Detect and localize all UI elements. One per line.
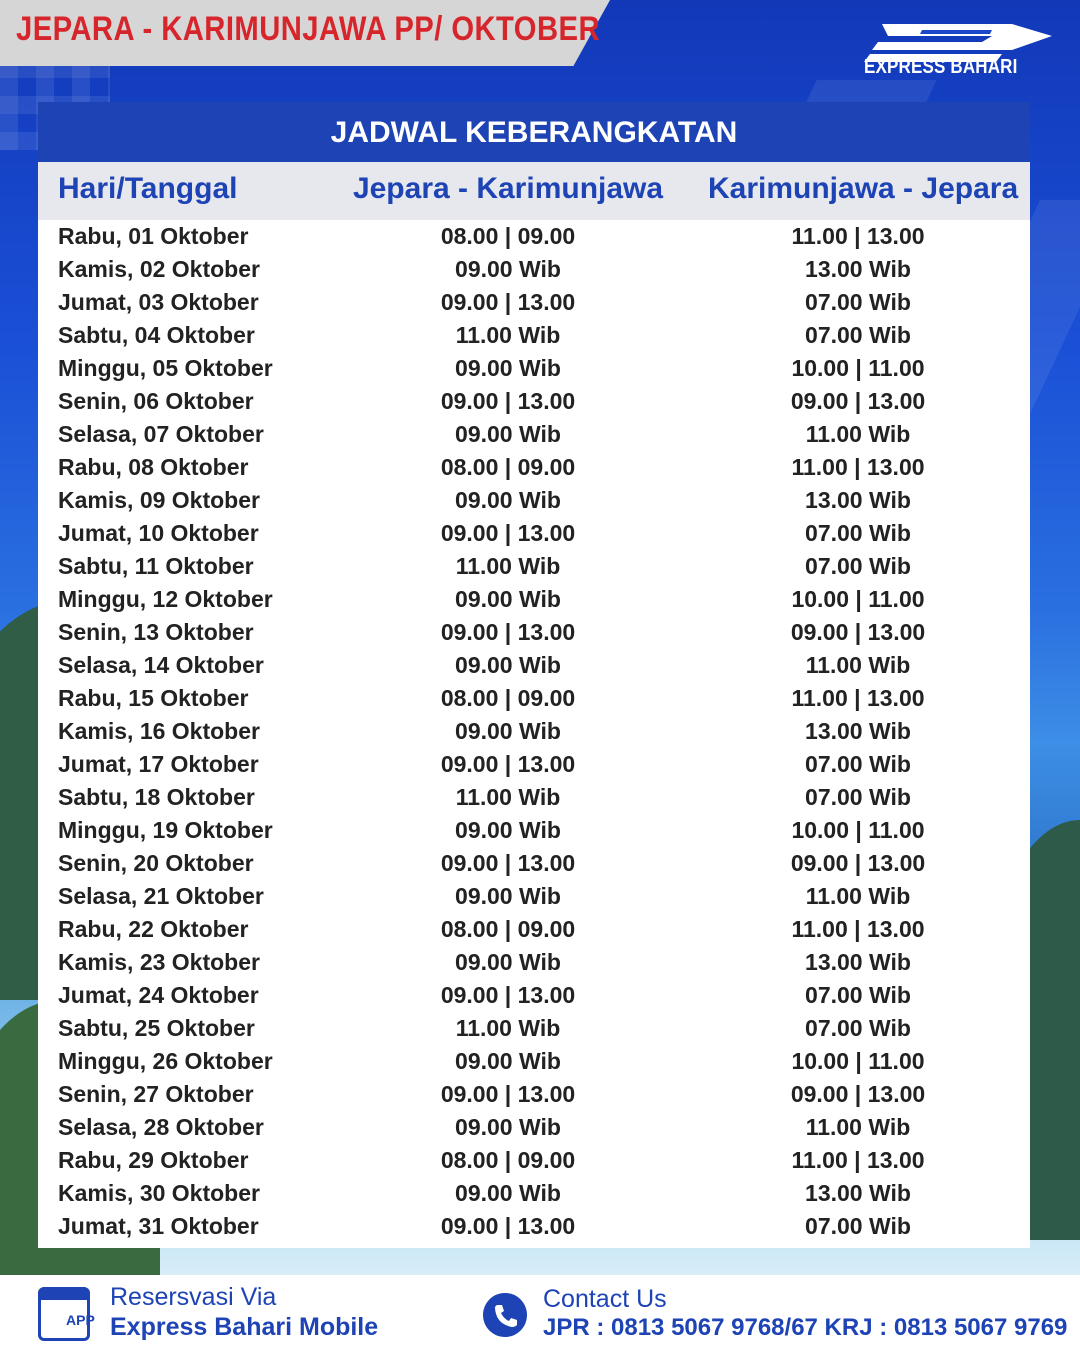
row-date: Kamis, 09 Oktober xyxy=(58,487,260,513)
departure-time: 09.00 Wib xyxy=(455,1180,561,1206)
table-row xyxy=(38,352,1030,385)
departure-time: 09.00 xyxy=(440,982,499,1008)
time-separator: | xyxy=(498,751,518,777)
karimunjawa-jepara-times xyxy=(708,520,1008,547)
karimunjawa-jepara-times xyxy=(708,1114,1008,1141)
table-row xyxy=(38,847,1030,880)
jepara-karimunjawa-times xyxy=(358,949,658,976)
departure-time: 07.00 Wib xyxy=(805,553,911,579)
row-date: Minggu, 19 Oktober xyxy=(58,817,273,843)
row-date: Sabtu, 04 Oktober xyxy=(58,322,255,348)
karimunjawa-jepara-times xyxy=(708,1213,1008,1240)
departure-time: 13.00 xyxy=(517,982,576,1008)
departure-time: 11.00 xyxy=(791,916,848,942)
table-row xyxy=(38,748,1030,781)
time-separator: | xyxy=(498,850,518,876)
table-row xyxy=(38,583,1030,616)
departure-time: 09.00 Wib xyxy=(455,1048,561,1074)
jepara-karimunjawa-times xyxy=(358,1048,658,1075)
column-header-row xyxy=(38,162,1030,220)
departure-time: 09.00 Wib xyxy=(455,652,561,678)
jepara-karimunjawa-times xyxy=(358,1114,658,1141)
time-separator: | xyxy=(847,454,867,480)
time-separator: | xyxy=(498,916,518,942)
departure-time: 09.00 xyxy=(790,388,849,414)
karimunjawa-jepara-times xyxy=(708,322,1008,349)
row-date: Jumat, 31 Oktober xyxy=(58,1213,259,1239)
row-date: Jumat, 03 Oktober xyxy=(58,289,259,315)
karimunjawa-jepara-times xyxy=(708,784,1008,811)
table-row xyxy=(38,253,1030,286)
row-date: Sabtu, 18 Oktober xyxy=(58,784,255,810)
row-date: Minggu, 12 Oktober xyxy=(58,586,273,612)
departure-time: 09.00 xyxy=(517,916,576,942)
departure-time: 13.00 xyxy=(866,1147,925,1173)
karimunjawa-jepara-times xyxy=(708,421,1008,448)
row-date: Minggu, 26 Oktober xyxy=(58,1048,273,1074)
time-separator: | xyxy=(498,982,518,1008)
departure-time: 09.00 xyxy=(517,1147,576,1173)
karimunjawa-jepara-times xyxy=(708,916,1008,943)
table-row xyxy=(38,319,1030,352)
departure-time: 13.00 Wib xyxy=(805,1180,911,1206)
time-separator: | xyxy=(848,388,868,414)
table-row xyxy=(38,385,1030,418)
departure-time: 13.00 xyxy=(517,850,576,876)
jepara-karimunjawa-times xyxy=(358,322,658,349)
time-separator: | xyxy=(498,1213,518,1239)
karimunjawa-jepara-times xyxy=(708,1180,1008,1207)
table-row xyxy=(38,286,1030,319)
departure-time: 11.00 Wib xyxy=(455,784,561,810)
departure-time: 13.00 xyxy=(867,850,926,876)
phone-icon[interactable] xyxy=(483,1293,527,1337)
jepara-karimunjawa-times xyxy=(358,1213,658,1240)
row-date: Rabu, 08 Oktober xyxy=(58,454,249,480)
departure-time: 09.00 Wib xyxy=(455,817,561,843)
departure-time: 13.00 xyxy=(867,1081,926,1107)
column-header-karimunjawa-jepara: Karimunjawa - Jepara xyxy=(708,172,1019,205)
time-separator: | xyxy=(498,1147,518,1173)
departure-time: 11.00 xyxy=(868,355,925,381)
jepara-karimunjawa-times xyxy=(358,685,658,712)
time-separator: | xyxy=(498,289,518,315)
karimunjawa-jepara-times xyxy=(708,388,1008,415)
departure-time: 11.00 xyxy=(791,685,848,711)
jepara-karimunjawa-times xyxy=(358,883,658,910)
departure-time: 13.00 Wib xyxy=(805,718,911,744)
departure-time: 09.00 xyxy=(517,223,576,249)
karimunjawa-jepara-times xyxy=(708,1147,1008,1174)
departure-time: 11.00 Wib xyxy=(455,553,561,579)
table-row xyxy=(38,781,1030,814)
departure-time: 09.00 xyxy=(440,619,499,645)
time-separator: | xyxy=(848,619,868,645)
table-row xyxy=(38,220,1030,253)
row-date: Kamis, 16 Oktober xyxy=(58,718,260,744)
table-row xyxy=(38,979,1030,1012)
departure-time: 09.00 xyxy=(440,289,499,315)
table-row xyxy=(38,1177,1030,1210)
time-separator: | xyxy=(847,1147,867,1173)
jepara-karimunjawa-times xyxy=(358,289,658,316)
table-row xyxy=(38,1210,1030,1243)
karimunjawa-jepara-times xyxy=(708,652,1008,679)
footer xyxy=(0,1275,1080,1350)
departure-time: 13.00 xyxy=(867,619,926,645)
departure-time: 11.00 xyxy=(868,586,925,612)
departure-time: 09.00 Wib xyxy=(455,487,561,513)
departure-time: 09.00 Wib xyxy=(455,586,561,612)
time-separator: | xyxy=(498,520,518,546)
table-row xyxy=(38,1144,1030,1177)
departure-time: 11.00 Wib xyxy=(805,1114,911,1140)
table-row xyxy=(38,418,1030,451)
row-date: Sabtu, 11 Oktober xyxy=(58,553,254,579)
departure-time: 07.00 Wib xyxy=(805,322,911,348)
jepara-karimunjawa-times xyxy=(358,355,658,382)
departure-time: 13.00 xyxy=(866,685,925,711)
departure-time: 13.00 xyxy=(866,454,925,480)
departure-time: 07.00 Wib xyxy=(805,1015,911,1041)
jepara-karimunjawa-times xyxy=(358,421,658,448)
table-row xyxy=(38,682,1030,715)
departure-time: 07.00 Wib xyxy=(805,982,911,1008)
karimunjawa-jepara-times xyxy=(708,751,1008,778)
jepara-karimunjawa-times xyxy=(358,487,658,514)
jepara-karimunjawa-times xyxy=(358,1015,658,1042)
karimunjawa-jepara-times xyxy=(708,223,1008,250)
table-row xyxy=(38,946,1030,979)
departure-time: 08.00 xyxy=(440,223,499,249)
table-row xyxy=(38,814,1030,847)
karimunjawa-jepara-times xyxy=(708,289,1008,316)
departure-time: 11.00 xyxy=(791,223,848,249)
departure-time: 08.00 xyxy=(440,685,499,711)
karimunjawa-jepara-times xyxy=(708,586,1008,613)
departure-time: 13.00 xyxy=(517,1081,576,1107)
contact-numbers[interactable]: JPR : 0813 5067 9768/67 KRJ : 0813 5067 9769 xyxy=(543,1314,1068,1341)
karimunjawa-jepara-times xyxy=(708,1048,1008,1075)
row-date: Senin, 27 Oktober xyxy=(58,1081,254,1107)
app-icon-bar xyxy=(41,1290,87,1300)
karimunjawa-jepara-times xyxy=(708,487,1008,514)
jepara-karimunjawa-times xyxy=(358,652,658,679)
departure-time: 13.00 xyxy=(866,916,925,942)
jepara-karimunjawa-times xyxy=(358,586,658,613)
karimunjawa-jepara-times xyxy=(708,883,1008,910)
row-date: Kamis, 23 Oktober xyxy=(58,949,260,975)
jepara-karimunjawa-times xyxy=(358,916,658,943)
departure-time: 09.00 xyxy=(790,1081,849,1107)
departure-time: 11.00 Wib xyxy=(455,1015,561,1041)
table-row xyxy=(38,913,1030,946)
departure-time: 09.00 Wib xyxy=(455,421,561,447)
column-header-jepara-karimunjawa: Jepara - Karimunjawa xyxy=(352,172,664,205)
jepara-karimunjawa-times xyxy=(358,619,658,646)
jepara-karimunjawa-times xyxy=(358,1180,658,1207)
karimunjawa-jepara-times xyxy=(708,982,1008,1009)
schedule-heading: JADWAL KEBERANGKATAN xyxy=(38,102,1030,162)
page-title: JEPARA - KARIMUNJAWA PP/ OKTOBER xyxy=(16,10,601,48)
row-date: Sabtu, 25 Oktober xyxy=(58,1015,255,1041)
table-row xyxy=(38,484,1030,517)
jepara-karimunjawa-times xyxy=(358,784,658,811)
logo-text: EXPRESS BAHARI xyxy=(864,56,1018,78)
karimunjawa-jepara-times xyxy=(708,619,1008,646)
departure-time: 09.00 xyxy=(517,685,576,711)
time-separator: | xyxy=(849,817,869,843)
row-date: Rabu, 29 Oktober xyxy=(58,1147,249,1173)
karimunjawa-jepara-times xyxy=(708,1015,1008,1042)
jepara-karimunjawa-times xyxy=(358,388,658,415)
row-date: Jumat, 17 Oktober xyxy=(58,751,259,777)
departure-time: 13.00 xyxy=(867,388,926,414)
row-date: Selasa, 21 Oktober xyxy=(58,883,264,909)
departure-time: 13.00 xyxy=(517,388,576,414)
departure-time: 09.00 Wib xyxy=(455,949,561,975)
departure-time: 09.00 xyxy=(440,751,499,777)
departure-time: 09.00 Wib xyxy=(455,1114,561,1140)
row-date: Rabu, 01 Oktober xyxy=(58,223,249,249)
karimunjawa-jepara-times xyxy=(708,454,1008,481)
row-date: Jumat, 10 Oktober xyxy=(58,520,259,546)
time-separator: | xyxy=(849,355,869,381)
reservation-app-name[interactable]: Express Bahari Mobile xyxy=(110,1313,379,1341)
jepara-karimunjawa-times xyxy=(358,256,658,283)
karimunjawa-jepara-times xyxy=(708,850,1008,877)
departure-time: 08.00 xyxy=(440,916,499,942)
departure-time: 11.00 xyxy=(791,1147,848,1173)
departure-time: 09.00 Wib xyxy=(455,256,561,282)
row-date: Kamis, 02 Oktober xyxy=(58,256,260,282)
app-icon[interactable] xyxy=(38,1287,95,1341)
time-separator: | xyxy=(498,223,518,249)
departure-time: 07.00 Wib xyxy=(805,289,911,315)
departure-time: 11.00 Wib xyxy=(805,883,911,909)
time-separator: | xyxy=(848,850,868,876)
table-row xyxy=(38,451,1030,484)
departure-time: 09.00 xyxy=(517,454,576,480)
table-row xyxy=(38,616,1030,649)
jepara-karimunjawa-times xyxy=(358,817,658,844)
karimunjawa-jepara-times xyxy=(708,553,1008,580)
departure-time: 13.00 xyxy=(517,289,576,315)
departure-time: 13.00 xyxy=(517,751,576,777)
departure-time: 10.00 xyxy=(791,1048,850,1074)
contact-title: Contact Us xyxy=(543,1285,667,1313)
departure-time: 13.00 Wib xyxy=(805,256,911,282)
jepara-karimunjawa-times xyxy=(358,1147,658,1174)
time-separator: | xyxy=(847,916,867,942)
departure-time: 11.00 xyxy=(791,454,848,480)
karimunjawa-jepara-times xyxy=(708,949,1008,976)
departure-time: 09.00 Wib xyxy=(455,718,561,744)
departure-time: 09.00 xyxy=(440,520,499,546)
jepara-karimunjawa-times xyxy=(358,850,658,877)
departure-time: 13.00 xyxy=(517,1213,576,1239)
departure-time: 11.00 xyxy=(868,817,925,843)
row-date: Selasa, 07 Oktober xyxy=(58,421,264,447)
departure-time: 11.00 Wib xyxy=(805,421,911,447)
departure-time: 09.00 Wib xyxy=(455,355,561,381)
karimunjawa-jepara-times xyxy=(708,685,1008,712)
table-row xyxy=(38,1012,1030,1045)
karimunjawa-jepara-times xyxy=(708,718,1008,745)
row-date: Rabu, 15 Oktober xyxy=(58,685,249,711)
departure-time: 13.00 Wib xyxy=(805,487,911,513)
departure-time: 10.00 xyxy=(791,586,850,612)
time-separator: | xyxy=(847,223,867,249)
departure-time: 07.00 Wib xyxy=(805,751,911,777)
departure-time: 08.00 xyxy=(440,454,499,480)
row-date: Selasa, 14 Oktober xyxy=(58,652,264,678)
table-row xyxy=(38,649,1030,682)
table-row xyxy=(38,550,1030,583)
departure-time: 11.00 Wib xyxy=(805,652,911,678)
departure-time: 11.00 Wib xyxy=(455,322,561,348)
jepara-karimunjawa-times xyxy=(358,520,658,547)
column-header-date: Hari/Tanggal xyxy=(58,172,238,205)
departure-time: 13.00 xyxy=(517,619,576,645)
row-date: Senin, 06 Oktober xyxy=(58,388,254,414)
departure-time: 09.00 xyxy=(440,1081,499,1107)
table-row xyxy=(38,880,1030,913)
row-date: Senin, 20 Oktober xyxy=(58,850,254,876)
table-row xyxy=(38,715,1030,748)
table-row xyxy=(38,1045,1030,1078)
table-row xyxy=(38,1078,1030,1111)
departure-time: 07.00 Wib xyxy=(805,520,911,546)
schedule-card xyxy=(38,102,1030,1248)
reservation-label: Resersvasi Via xyxy=(110,1283,277,1311)
row-date: Kamis, 30 Oktober xyxy=(58,1180,260,1206)
departure-time: 07.00 Wib xyxy=(805,1213,911,1239)
jepara-karimunjawa-times xyxy=(358,718,658,745)
karimunjawa-jepara-times xyxy=(708,256,1008,283)
time-separator: | xyxy=(848,1081,868,1107)
departure-time: 11.00 xyxy=(868,1048,925,1074)
time-separator: | xyxy=(498,388,518,414)
time-separator: | xyxy=(849,1048,869,1074)
jepara-karimunjawa-times xyxy=(358,223,658,250)
table-row xyxy=(38,1111,1030,1144)
departure-time: 09.00 Wib xyxy=(455,883,561,909)
karimunjawa-jepara-times xyxy=(708,1081,1008,1108)
jepara-karimunjawa-times xyxy=(358,982,658,1009)
departure-time: 09.00 xyxy=(440,850,499,876)
row-date: Senin, 13 Oktober xyxy=(58,619,254,645)
row-date: Minggu, 05 Oktober xyxy=(58,355,273,381)
app-icon-label: APP xyxy=(66,1312,95,1328)
jepara-karimunjawa-times xyxy=(358,1081,658,1108)
departure-time: 13.00 xyxy=(517,520,576,546)
time-separator: | xyxy=(847,685,867,711)
departure-time: 10.00 xyxy=(791,817,850,843)
table-row xyxy=(38,517,1030,550)
time-separator: | xyxy=(498,1081,518,1107)
karimunjawa-jepara-times xyxy=(708,817,1008,844)
time-separator: | xyxy=(498,685,518,711)
departure-time: 07.00 Wib xyxy=(805,784,911,810)
karimunjawa-jepara-times xyxy=(708,355,1008,382)
row-date: Jumat, 24 Oktober xyxy=(58,982,259,1008)
departure-time: 09.00 xyxy=(440,1213,499,1239)
time-separator: | xyxy=(498,454,518,480)
jepara-karimunjawa-times xyxy=(358,553,658,580)
time-separator: | xyxy=(849,586,869,612)
departure-time: 09.00 xyxy=(440,388,499,414)
departure-time: 10.00 xyxy=(791,355,850,381)
departure-time: 09.00 xyxy=(790,850,849,876)
jepara-karimunjawa-times xyxy=(358,454,658,481)
row-date: Selasa, 28 Oktober xyxy=(58,1114,264,1140)
departure-time: 09.00 xyxy=(790,619,849,645)
schedule-rows xyxy=(38,220,1030,1243)
time-separator: | xyxy=(498,619,518,645)
departure-time: 13.00 Wib xyxy=(805,949,911,975)
row-date: Rabu, 22 Oktober xyxy=(58,916,249,942)
departure-time: 08.00 xyxy=(440,1147,499,1173)
jepara-karimunjawa-times xyxy=(358,751,658,778)
departure-time: 13.00 xyxy=(866,223,925,249)
